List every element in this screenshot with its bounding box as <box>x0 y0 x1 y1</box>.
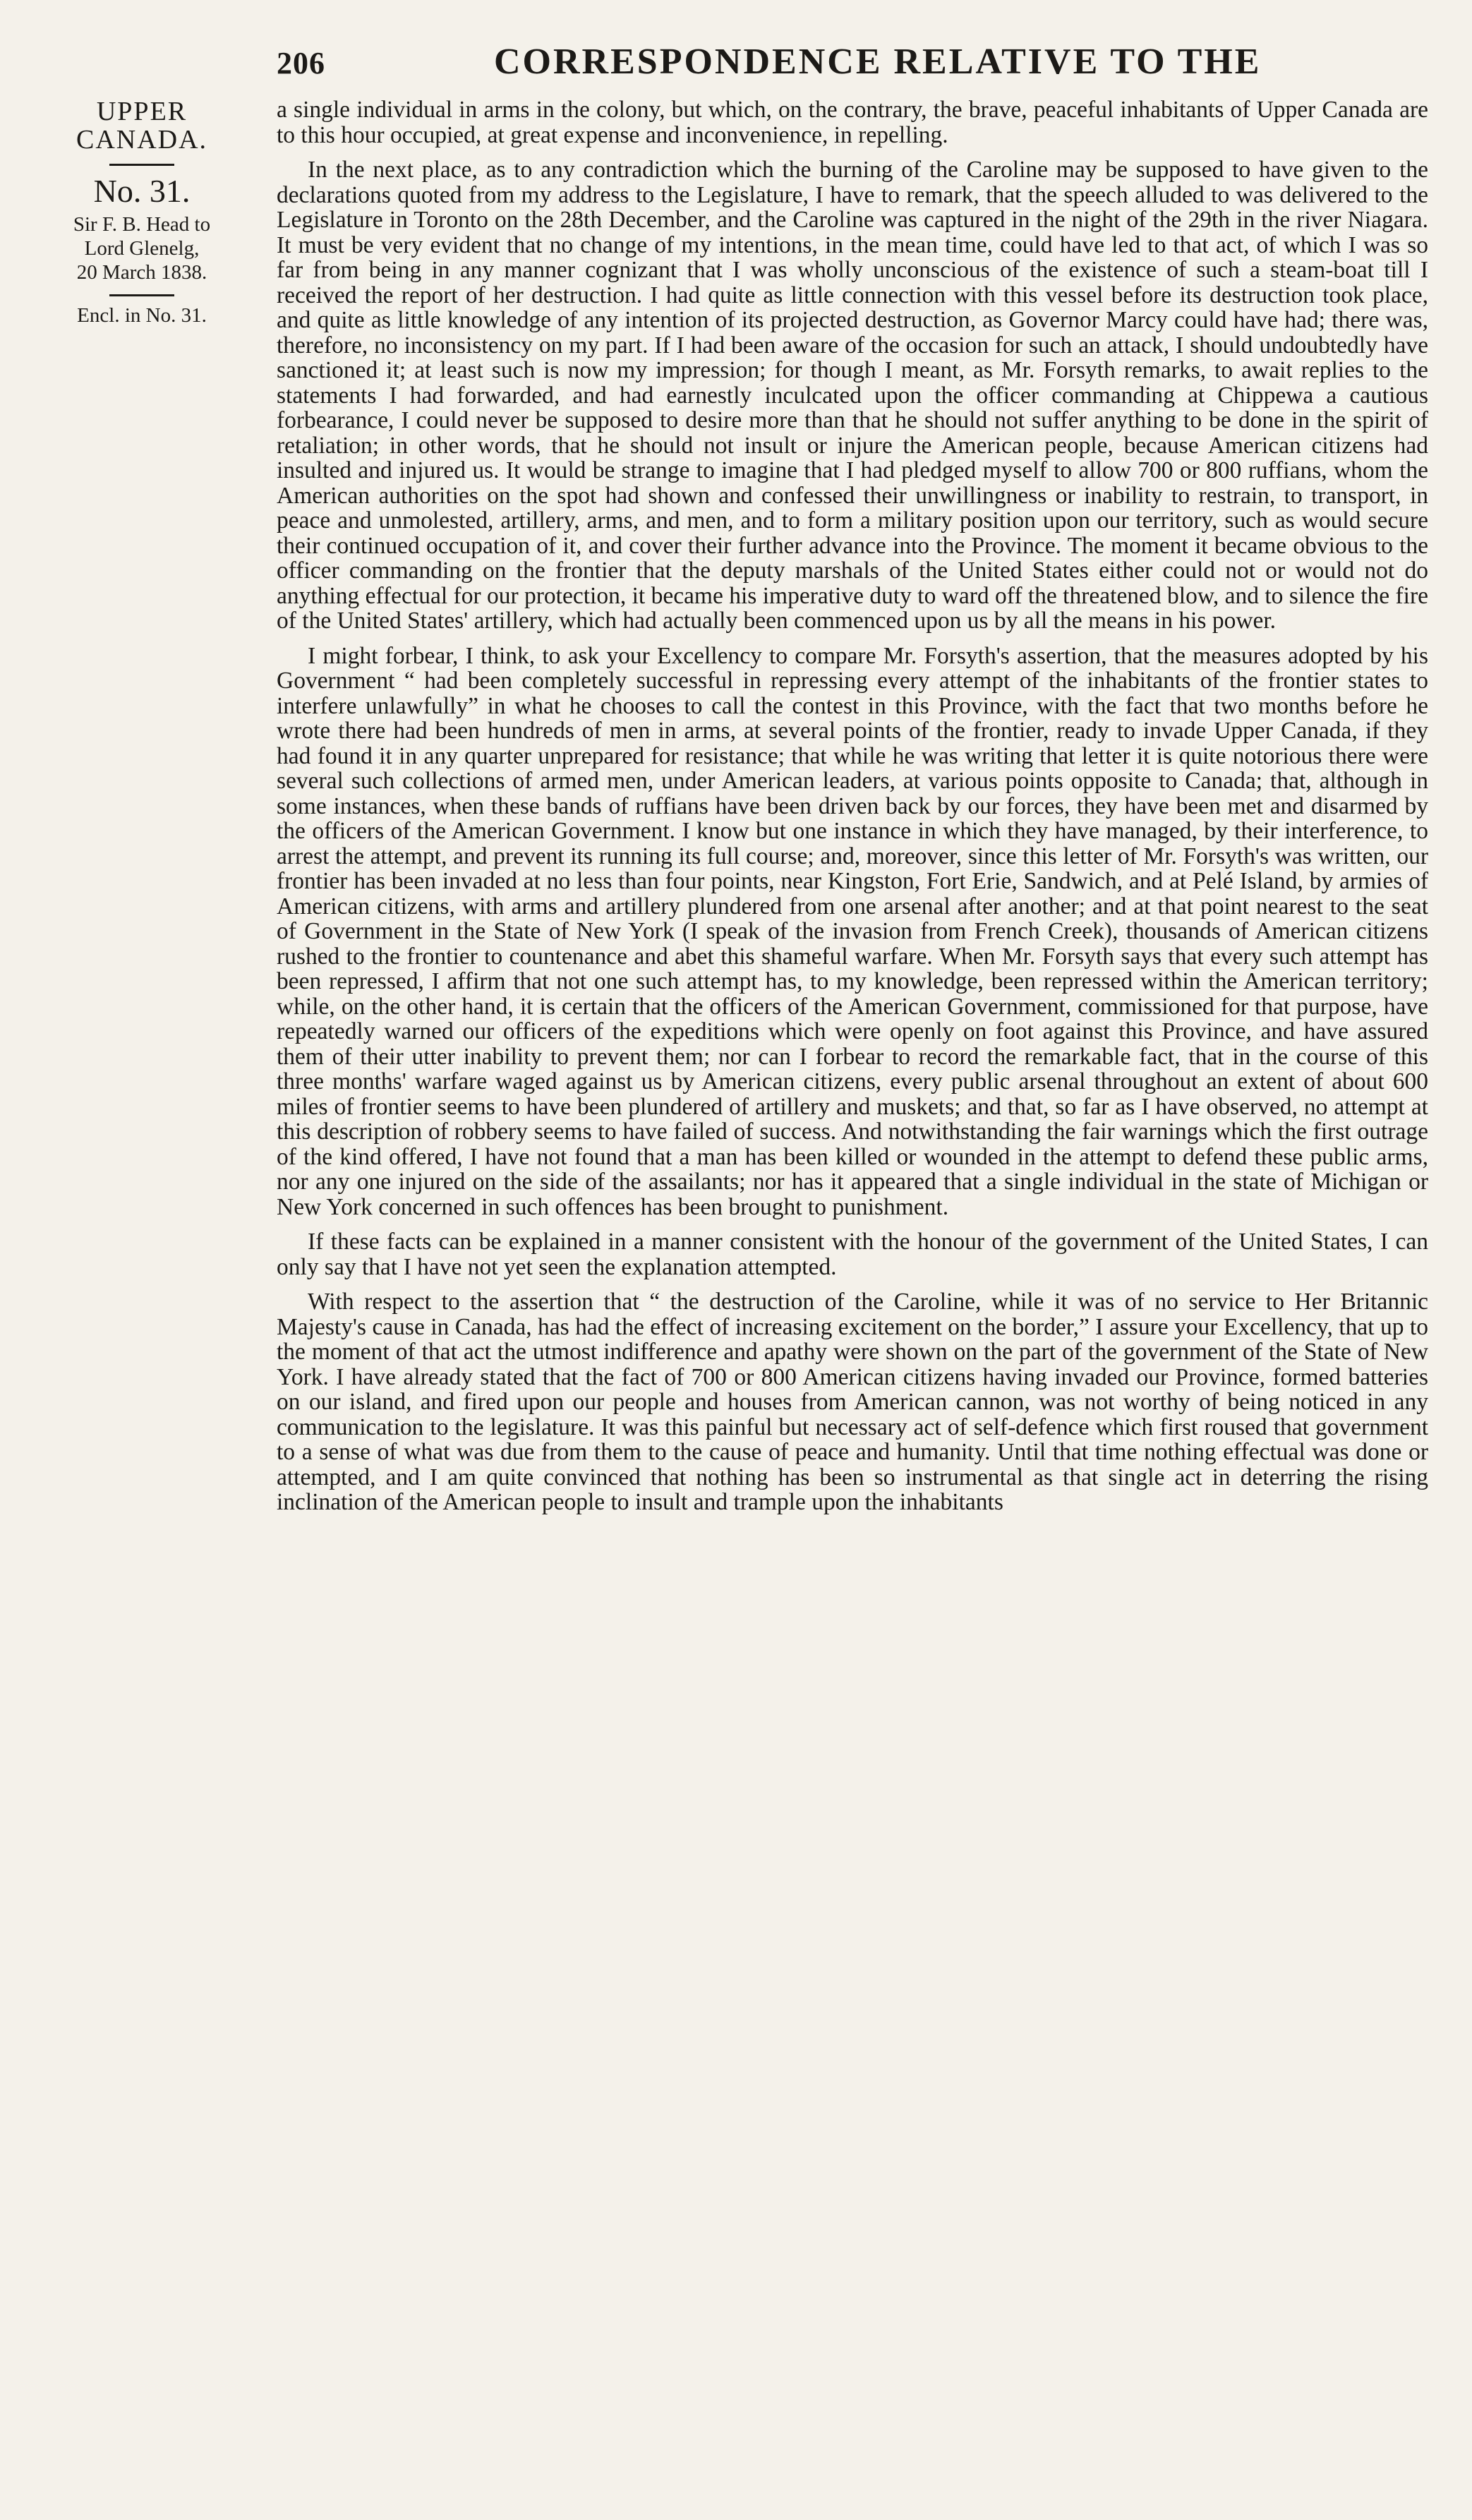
margin-letter-number: No. 31. <box>93 173 191 209</box>
paragraph: a single individual in arms in the colony, but which, on the contrary, the brave, peaceful inhabitants of Upper Canada are to this hour occupied, at great expense and inconvenience, in repelling. <box>277 97 1428 148</box>
margin-letter-date: 20 March 1838. <box>76 261 207 284</box>
paragraph: If these facts can be explained in a manner consistent with the honour of the government of the United States, I can only say that I have not yet seen the explanation attempted. <box>277 1229 1428 1280</box>
margin-section-line1: UPPER <box>96 97 188 126</box>
paragraph: In the next place, as to any contradiction which the burning of the Caroline may be supposed to have given to the declarations quoted from my address to the Legislature, I have to remark, that the speech alluded to was delivered to the Legislature in Toronto on the 28th December, and the Caroline was captured in the night of the 29th in the river Niagara. It must be very evident that no change of my intentions, in the mean time, could have led to that act, of which I was so far from being in any manner cognizant that I was wholly unconscious of the existence of such a steam-boat till I received the report of her destruction. I had quite as little connection with this vessel before its destruction took place, and quite as little knowledge of any intention of its projected destruction, as Governor Marcy could have had; there was, therefore, no inconsistency on my part. If I had been aware of the occasion for such an attack, I should undoubtedly have sanctioned it; at least such is now my impression; for though I meant, as Mr. Forsyth remarks, to await replies to the statements I had forwarded, and had earnestly inculcated upon the officer commanding at Chippewa a cautious forbearance, I could never be supposed to desire more than that he should not suffer anything to be done in the spirit of retaliation; in other words, that he should not insult or injure the American people, because American citizens had insulted and injured us. It would be strange to imagine that I had pledged myself to allow 700 or 800 ruffians, whom the American authorities on the spot had shown and confessed their unwillingness or inability to restrain, to transport, in peace and unmolested, artillery, arms, and men, and to form a military position upon our territory, such as would secure their continued occupation of it, and cover their further advance into the Province. The moment it became obvious to the officer commanding on the frontier that the deputy marshals of the United States either could not or would not do anything effectual for our protection, it became his imperative duty to ward off the threatened blow, and to silence the fire of the United States' artillery, which had actually been commenced upon us by all the means in his power. <box>277 157 1428 634</box>
margin-divider <box>109 164 174 166</box>
paragraph: I might forbear, I think, to ask your Excellency to compare Mr. Forsyth's assertion, that the measures adopted by his Government “ had been completely successful in repressing every attempt of the inhabitants of the frontier states to interfere unlawfully” in what he chooses to call the contest in this Province, with the fact that two months before he wrote there had been hundreds of men in arms, at several points of the frontier, ready to invade Upper Canada, if they had found it in any quarter unprepared for resistance; that while he was writing that letter it is quite notorious there were several such collections of armed men, under American leaders, at various points opposite to Canada; that, although in some instances, when these bands of ruffians have been driven back by our forces, they have been met and disarmed by the officers of the American Government. I know but one instance in which they have managed, by their interference, to arrest the attempt, and prevent its running its full course; and, moreover, since this letter of Mr. Forsyth's was written, our frontier has been invaded at no less than four points, near Kingston, Fort Erie, Sandwich, and at Pelé Island, by armies of American citizens, with arms and artillery plundered from one arsenal after another; and at that point nearest to the seat of Government in the State of New York (I speak of the invasion from French Creek), thousands of American citizens rushed to the frontier to countenance and abet this shameful warfare. When Mr. Forsyth says that every such attempt has been repressed, I affirm that not one such attempt has, to my knowledge, been repressed within the American territory; while, on the other hand, it is certain that the officers of the American Government, commissioned for that purpose, have repeatedly warned our officers of the expeditions which were openly on foot against this Province, and have assured them of their utter inability to prevent them; nor can I forbear to record the remarkable fact, that in the course of this three months' warfare waged against us by American citizens, every public arsenal throughout an extent of about 600 miles of frontier seems to have been plundered of artillery and muskets; and that, so far as I have observed, no attempt at this description of robbery seems to have failed of success. And notwithstanding the fair warnings which the first outrage of the kind offered, I have not found that a man has been killed or wounded in the attempt to defend these public arms, nor any one injured on the side of the assailants; nor has it appeared that a single individual in the state of Michigan or New York concerned in such offences has been brought to punishment. <box>277 642 1428 1220</box>
margin-letter-to: Lord Glenelg, <box>84 237 200 260</box>
page-number: 206 <box>277 46 325 80</box>
paragraph: With respect to the assertion that “ the destruction of the Caroline, while it was of no service to Her Britannic Majesty's cause in Canada, has had the effect of increasing excitement on the border,” I assure your Excellency, that up to the moment of that act the utmost indifference and apathy were shown on the part of the government of the State of New York. I have already stated that the fact of 700 or 800 American citizens having invaded our Province, formed batteries on our island, and fired upon our people and houses from American cannon, was not worthy of being noticed in any communication to the legislature. It was this painful but necessary act of self-defence which first roused that government to a sense of what was due from them to the cause of peace and humanity. Until that time nothing effectual was done or attempted, and I am quite convinced that nothing has been so instrumental as that single act in deterring the rising inclination of the American people to insult and trample upon the inhabitants <box>277 1289 1428 1515</box>
margin-note <box>25 97 258 327</box>
margin-divider <box>109 294 174 296</box>
body-text <box>277 97 1428 1525</box>
running-title: CORRESPONDENCE RELATIVE TO THE <box>494 42 1262 82</box>
margin-letter-from: Sir F. B. Head to <box>73 213 211 236</box>
margin-section-line2: CANADA. <box>76 125 208 155</box>
margin-enclosure: Encl. in No. 31. <box>77 304 207 327</box>
